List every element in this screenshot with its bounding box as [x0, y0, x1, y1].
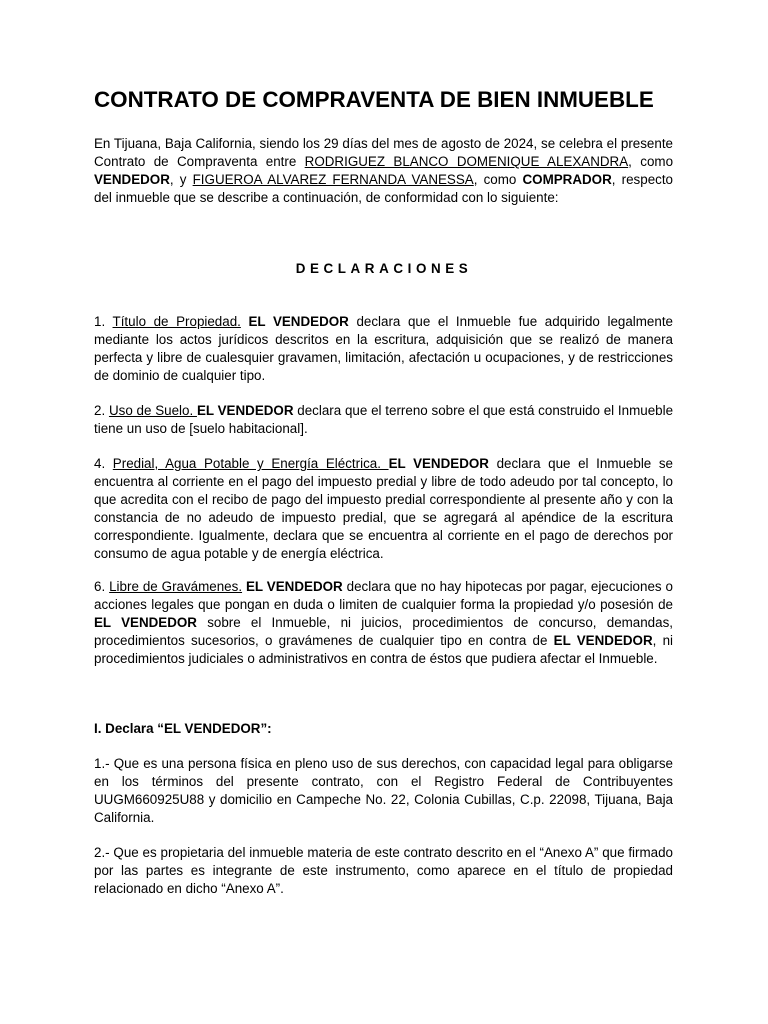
clause-title: Predial, Agua Potable y Energía Eléctrica.: [112, 456, 389, 471]
clause-party: EL VENDEDOR: [248, 314, 349, 329]
clause-title: Título de Propiedad.: [112, 314, 241, 329]
section-i-heading: I. Declara “EL VENDEDOR”:: [94, 721, 272, 736]
clause-number: 2.: [94, 403, 109, 418]
document-title: CONTRATO DE COMPRAVENTA DE BIEN INMUEBLE: [94, 87, 654, 112]
clause-number: 1.: [94, 314, 113, 329]
declarations-heading: DECLARACIONES: [295, 261, 473, 276]
clause-party: EL VENDEDOR: [246, 579, 343, 594]
clause-text: sobre el Inmueble, ni juicios, procedimientos de concurso, demandas, procedimientos sucesorios, o gravámenes de cualquier tipo en contra de: [94, 615, 673, 648]
clause-title: Libre de Gravámenes.: [109, 579, 243, 594]
clause-text: declara que el Inmueble se encuentra al corriente en el pago del impuesto predial y libre de todo adeudo por tal concepto, lo que acredita con el recibo de pago del impuesto predial correspondiente al presente año y con la constancia de no adeudo de impuesto predial, que se agregará al apéndice de la escritura correspondiente. Igualmente, declara que se encuentra al corriente en el pago de derechos por consumo de agua potable y de energía eléctrica.: [94, 456, 674, 561]
clause-title: Uso de Suelo.: [108, 403, 197, 418]
clause-text: declara que el Inmueble fue adquirido legalmente mediante los actos jurídicos descritos en la escritura, adquisición que se realizó de manera perfecta y libre de cualesquier gravamen, limitación, afectación u ocupaciones, y de restricciones de dominio de cualquier tipo.: [94, 314, 673, 383]
buyer-name: FIGUEROA ALVAREZ FERNANDA VANESSA: [192, 172, 474, 187]
clause-party: EL VENDEDOR: [94, 615, 197, 630]
clause-text: declara que no hay hipotecas por pagar, ejecuciones o acciones legales que pongan en duda o limiten de cualquier forma la propiedad y/o posesión de: [94, 579, 673, 612]
section-i-item-2: 2.- Que es propietaria del inmueble materia de este contrato descrito en el “Anexo A” que firmado por las partes es integrante de este instrumento, como aparece en el título de propiedad relacionado en dicho “Anexo A”.: [94, 845, 673, 896]
intro-paragraph: [94, 135, 673, 207]
seller-name: RODRIGUEZ BLANCO DOMENIQUE ALEXANDRA: [304, 154, 629, 169]
intro-text: , respecto del inmueble que se describe a continuación, de conformidad con lo siguiente:: [94, 172, 674, 205]
clause-party: EL VENDEDOR: [196, 403, 294, 418]
seller-role: VENDEDOR: [94, 172, 170, 187]
section-i-item-1: 1.- Que es una persona física en pleno uso de sus derechos, con capacidad legal para obligarse en los términos del presente contrato, con el Registro Federal de Contribuyentes UUGM660925U88 y domicilio en Campeche No. 22, Colonia Cubillas, C.p. 22098, Tijuana, Baja California.: [94, 756, 673, 825]
clause-party: EL VENDEDOR: [553, 633, 653, 648]
clause-4: [94, 455, 673, 563]
clause-text: , ni procedimientos judiciales o administrativos en contra de éstos que pudiera afectar el Inmueble.: [94, 633, 673, 666]
intro-text: En Tijuana, Baja California, siendo los 29 días del mes de agosto de 2024, se celebra el presente Contrato de Compraventa entre: [94, 136, 673, 169]
clause-6: [94, 578, 673, 668]
clause-number: 6.: [94, 579, 110, 594]
buyer-role: COMPRADOR: [522, 172, 612, 187]
clause-2: [94, 402, 673, 438]
clause-1: [94, 313, 673, 385]
clause-text: declara que el terreno sobre el que está construido el Inmueble tiene un uso de [suelo habitacional].: [94, 403, 674, 436]
clause-number: 4.: [94, 456, 113, 471]
intro-text: , como: [473, 172, 523, 187]
intro-text: , como: [628, 154, 674, 169]
clause-party: EL VENDEDOR: [388, 456, 489, 471]
intro-text: , y: [169, 172, 193, 187]
